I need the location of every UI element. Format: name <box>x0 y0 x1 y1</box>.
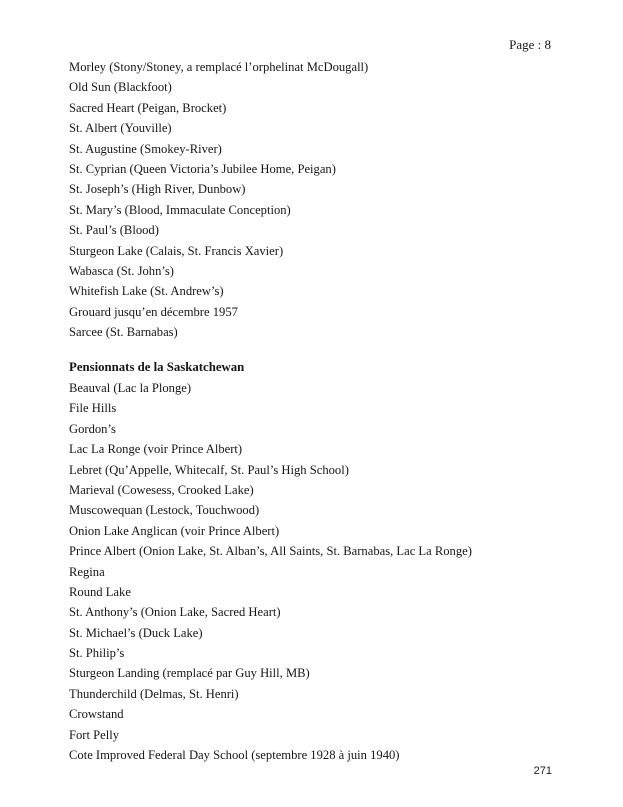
list-item: Whitefish Lake (St. Andrew’s) <box>69 284 224 299</box>
saskatchewan-school-list <box>69 378 603 765</box>
list-item: St. Albert (Youville) <box>69 121 172 136</box>
list-item: Muscowequan (Lestock, Touchwood) <box>69 503 260 518</box>
list-item: Fort Pelly <box>69 727 120 742</box>
list-item: Crowstand <box>69 707 124 722</box>
list-item: Prince Albert (Onion Lake, St. Alban’s, All Saints, St. Barnabas, Lac La Ronge) <box>69 544 472 559</box>
list-item: Onion Lake Anglican (voir Prince Albert) <box>69 523 280 538</box>
list-item: Old Sun (Blackfoot) <box>69 80 172 95</box>
list-item: St. Mary’s (Blood, Immaculate Conception) <box>69 202 291 217</box>
list-item: St. Joseph’s (High River, Dunbow) <box>69 182 246 197</box>
list-item: Gordon’s <box>69 421 116 436</box>
list-item: Beauval (Lac la Plonge) <box>69 381 192 395</box>
list-item: Sturgeon Lake (Calais, St. Francis Xavier) <box>69 243 284 258</box>
list-item: Thunderchild (Delmas, St. Henri) <box>69 686 239 701</box>
list-item: Lebret (Qu’Appelle, Whitecalf, St. Paul’s High School) <box>69 462 349 477</box>
list-item: Sturgeon Landing (remplacé par Guy Hill, MB) <box>69 666 310 681</box>
list-item: Cote Improved Federal Day School (septembre 1928 à juin 1940) <box>69 748 400 763</box>
list-item: Sarcee (St. Barnabas) <box>69 325 178 340</box>
alberta-school-list-continued <box>69 57 603 342</box>
list-item: St. Paul’s (Blood) <box>69 223 159 238</box>
list-item: Marieval (Cowesess, Crooked Lake) <box>69 482 254 497</box>
list-item: Sacred Heart (Peigan, Brocket) <box>69 100 227 115</box>
list-item: St. Augustine (Smokey-River) <box>69 141 222 156</box>
list-item: St. Michael’s (Duck Lake) <box>69 625 203 640</box>
list-item: Grouard jusqu’en décembre 1957 <box>69 304 238 319</box>
list-item: Morley (Stony/Stoney, a remplacé l’orphelinat McDougall) <box>69 60 369 74</box>
page-header-label: Page : 8 <box>509 37 551 52</box>
list-item: St. Cyprian (Queen Victoria’s Jubilee Home, Peigan) <box>69 161 336 176</box>
page-number: 271 <box>533 765 552 777</box>
list-item: St. Anthony’s (Onion Lake, Sacred Heart) <box>69 605 281 620</box>
section-heading-saskatchewan: Pensionnats de la Saskatchewan <box>69 360 245 374</box>
list-item: File Hills <box>69 401 117 416</box>
list-item: Wabasca (St. John’s) <box>69 263 174 278</box>
list-item: St. Philip’s <box>69 646 125 661</box>
list-item: Lac La Ronge (voir Prince Albert) <box>69 442 243 457</box>
list-item: Regina <box>69 564 105 579</box>
list-item: Round Lake <box>69 584 131 599</box>
